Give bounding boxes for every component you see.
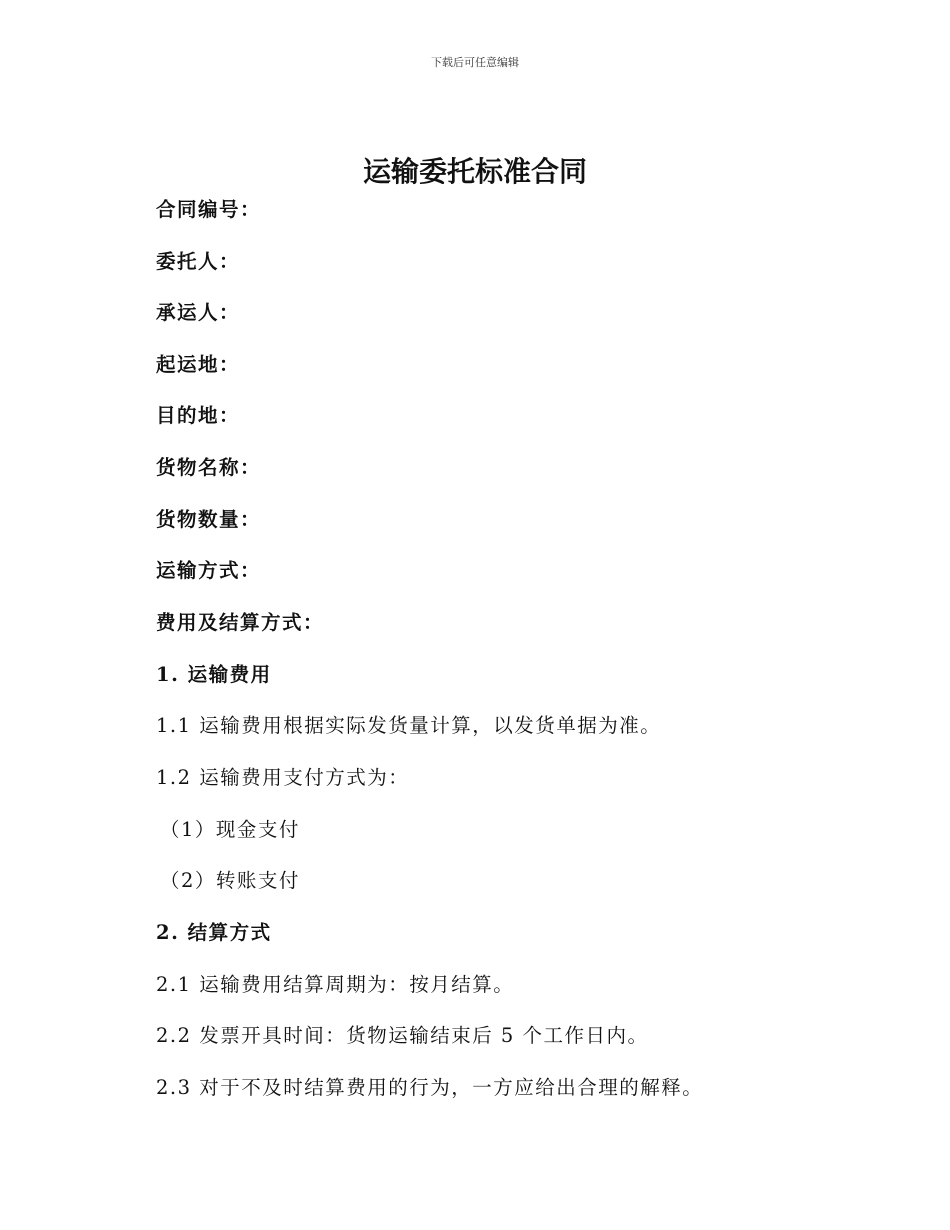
- clause-1-2: 1.2 运输费用支付方式为：: [156, 766, 410, 789]
- section-heading-transport-fees: 1. 运输费用: [156, 663, 272, 686]
- field-carrier: 承运人：: [156, 301, 241, 324]
- clause-2-3: 2.3 对于不及时结算费用的行为，一方应给出合理的解释。: [156, 1076, 704, 1099]
- payment-option-cash: （1）现金支付: [160, 818, 300, 841]
- field-origin: 起运地：: [156, 353, 241, 376]
- field-transport-method: 运输方式：: [156, 559, 262, 582]
- clause-1-1: 1.1 运输费用根据实际发货量计算，以发货单据为准。: [156, 714, 662, 737]
- document-title: 运输委托标准合同: [362, 155, 587, 188]
- section-heading-settlement: 2. 结算方式: [156, 921, 272, 944]
- field-goods-quantity: 货物数量：: [156, 508, 262, 531]
- field-contract-number: 合同编号：: [156, 198, 262, 221]
- field-fees-settlement: 费用及结算方式：: [156, 611, 325, 634]
- header-note: 下载后可任意编辑: [431, 56, 519, 69]
- clause-2-1: 2.1 运输费用结算周期为：按月结算。: [156, 973, 515, 996]
- field-consignor: 委托人：: [156, 250, 241, 273]
- clause-2-2: 2.2 发票开具时间：货物运输结束后 5 个工作日内。: [156, 1024, 649, 1047]
- payment-option-transfer: （2）转账支付: [160, 869, 300, 892]
- field-destination: 目的地：: [156, 404, 241, 427]
- field-goods-name: 货物名称：: [156, 456, 262, 479]
